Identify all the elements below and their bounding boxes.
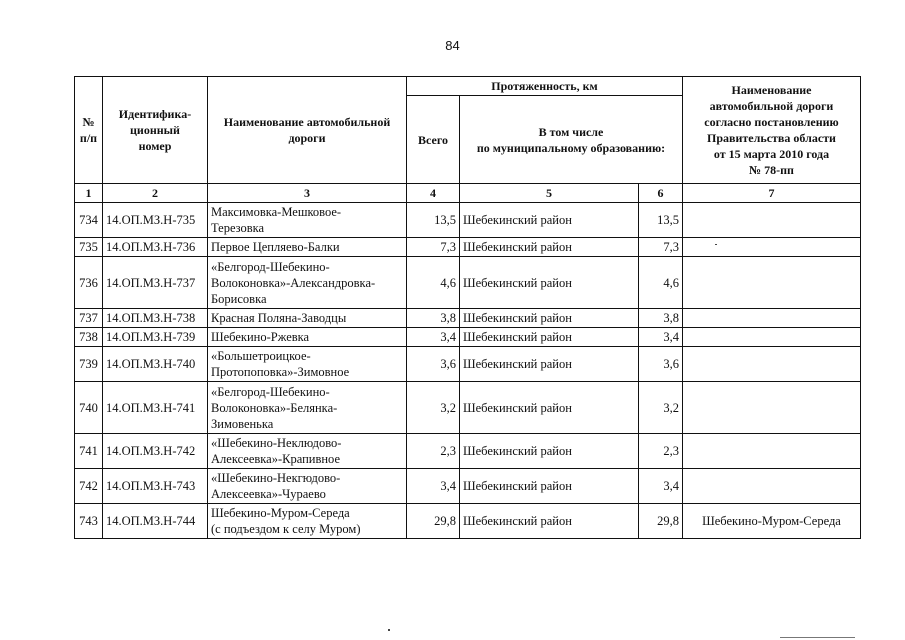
table-row	[75, 504, 861, 539]
resolution-name	[683, 469, 861, 504]
row-number: 743	[75, 504, 103, 539]
header-name: Наименование автомобильной дороги	[208, 77, 407, 184]
length-total: 29,8	[407, 504, 460, 539]
road-name: «Большетроицкое- Протопоповка»-Зимовное	[208, 347, 407, 382]
table-body	[75, 203, 861, 539]
road-id: 14.ОП.МЗ.Н-736	[103, 238, 208, 257]
length-total: 4,6	[407, 257, 460, 309]
row-number: 739	[75, 347, 103, 382]
header-num: № п/п	[75, 77, 103, 184]
table-row	[75, 328, 861, 347]
length-municipal: 29,8	[639, 504, 683, 539]
length-municipal: 13,5	[639, 203, 683, 238]
length-total: 13,5	[407, 203, 460, 238]
row-number: 736	[75, 257, 103, 309]
road-name: Шебекино-Ржевка	[208, 328, 407, 347]
row-number: 738	[75, 328, 103, 347]
column-number: 5	[460, 184, 639, 203]
length-total: 7,3	[407, 238, 460, 257]
length-municipal: 3,4	[639, 469, 683, 504]
road-id: 14.ОП.МЗ.Н-735	[103, 203, 208, 238]
road-name: Максимовка-Мешковое- Терезовка	[208, 203, 407, 238]
road-id: 14.ОП.МЗ.Н-738	[103, 309, 208, 328]
municipality: Шебекинский район	[460, 328, 639, 347]
road-id: 14.ОП.МЗ.Н-737	[103, 257, 208, 309]
table-row	[75, 469, 861, 504]
road-name: «Шебекино-Некгюдово- Алексеевка»-Чураево	[208, 469, 407, 504]
table-row	[75, 309, 861, 328]
road-id: 14.ОП.МЗ.Н-743	[103, 469, 208, 504]
municipality: Шебекинский район	[460, 469, 639, 504]
road-id: 14.ОП.МЗ.Н-742	[103, 434, 208, 469]
road-id: 14.ОП.МЗ.Н-744	[103, 504, 208, 539]
municipality: Шебекинский район	[460, 257, 639, 309]
municipality: Шебекинский район	[460, 238, 639, 257]
page-number: 84	[445, 38, 460, 53]
length-municipal: 3,8	[639, 309, 683, 328]
length-total: 2,3	[407, 434, 460, 469]
row-number: 742	[75, 469, 103, 504]
table-row	[75, 434, 861, 469]
municipality: Шебекинский район	[460, 382, 639, 434]
scan-speck	[715, 244, 717, 245]
road-name: Красная Поляна-Заводцы	[208, 309, 407, 328]
scan-speck	[388, 629, 390, 631]
resolution-name	[683, 382, 861, 434]
road-id: 14.ОП.МЗ.Н-740	[103, 347, 208, 382]
length-municipal: 7,3	[639, 238, 683, 257]
resolution-name	[683, 257, 861, 309]
road-id: 14.ОП.МЗ.Н-741	[103, 382, 208, 434]
length-total: 3,4	[407, 469, 460, 504]
municipality: Шебекинский район	[460, 434, 639, 469]
row-number: 735	[75, 238, 103, 257]
resolution-name	[683, 347, 861, 382]
table-row	[75, 347, 861, 382]
length-municipal: 3,2	[639, 382, 683, 434]
length-municipal: 3,6	[639, 347, 683, 382]
row-number: 741	[75, 434, 103, 469]
table-row	[75, 203, 861, 238]
row-number: 734	[75, 203, 103, 238]
row-number: 737	[75, 309, 103, 328]
header-including: В том числе по муниципальному образованию:	[460, 96, 683, 184]
resolution-name: Шебекино-Муром-Середа	[683, 504, 861, 539]
resolution-name	[683, 434, 861, 469]
resolution-name	[683, 203, 861, 238]
table-row	[75, 257, 861, 309]
length-total: 3,6	[407, 347, 460, 382]
resolution-name	[683, 238, 861, 257]
municipality: Шебекинский район	[460, 347, 639, 382]
column-number: 1	[75, 184, 103, 203]
road-name: «Белгород-Шебекино- Волоконовка»-Александровка- Борисовка	[208, 257, 407, 309]
table-row	[75, 382, 861, 434]
header-resolution: Наименование автомобильной дороги согласно постановлению Правительства области от 15 марта 2010 года № 78-пп	[683, 77, 861, 184]
road-name: Первое Цепляево-Балки	[208, 238, 407, 257]
row-number: 740	[75, 382, 103, 434]
road-name: «Белгород-Шебекино- Волоконовка»-Белянка- Зимовенька	[208, 382, 407, 434]
resolution-name	[683, 328, 861, 347]
municipality: Шебекинский район	[460, 504, 639, 539]
length-total: 3,2	[407, 382, 460, 434]
column-number: 7	[683, 184, 861, 203]
scan-edge-line	[780, 637, 855, 638]
column-number: 3	[208, 184, 407, 203]
header-total: Всего	[407, 96, 460, 184]
length-total: 3,8	[407, 309, 460, 328]
length-total: 3,4	[407, 328, 460, 347]
road-name: «Шебекино-Неклюдово- Алексеевка»-Крапивное	[208, 434, 407, 469]
municipality: Шебекинский район	[460, 309, 639, 328]
column-number: 6	[639, 184, 683, 203]
road-id: 14.ОП.МЗ.Н-739	[103, 328, 208, 347]
resolution-name	[683, 309, 861, 328]
road-name: Шебекино-Муром-Середа (с подъездом к селу Муром)	[208, 504, 407, 539]
header-id: Идентифика- ционный номер	[103, 77, 208, 184]
column-number-row	[75, 184, 861, 203]
length-municipal: 4,6	[639, 257, 683, 309]
column-number: 2	[103, 184, 208, 203]
roads-table	[74, 76, 861, 539]
column-number: 4	[407, 184, 460, 203]
length-municipal: 3,4	[639, 328, 683, 347]
header-length-group: Протяженность, км	[407, 77, 683, 96]
length-municipal: 2,3	[639, 434, 683, 469]
table-row	[75, 238, 861, 257]
municipality: Шебекинский район	[460, 203, 639, 238]
